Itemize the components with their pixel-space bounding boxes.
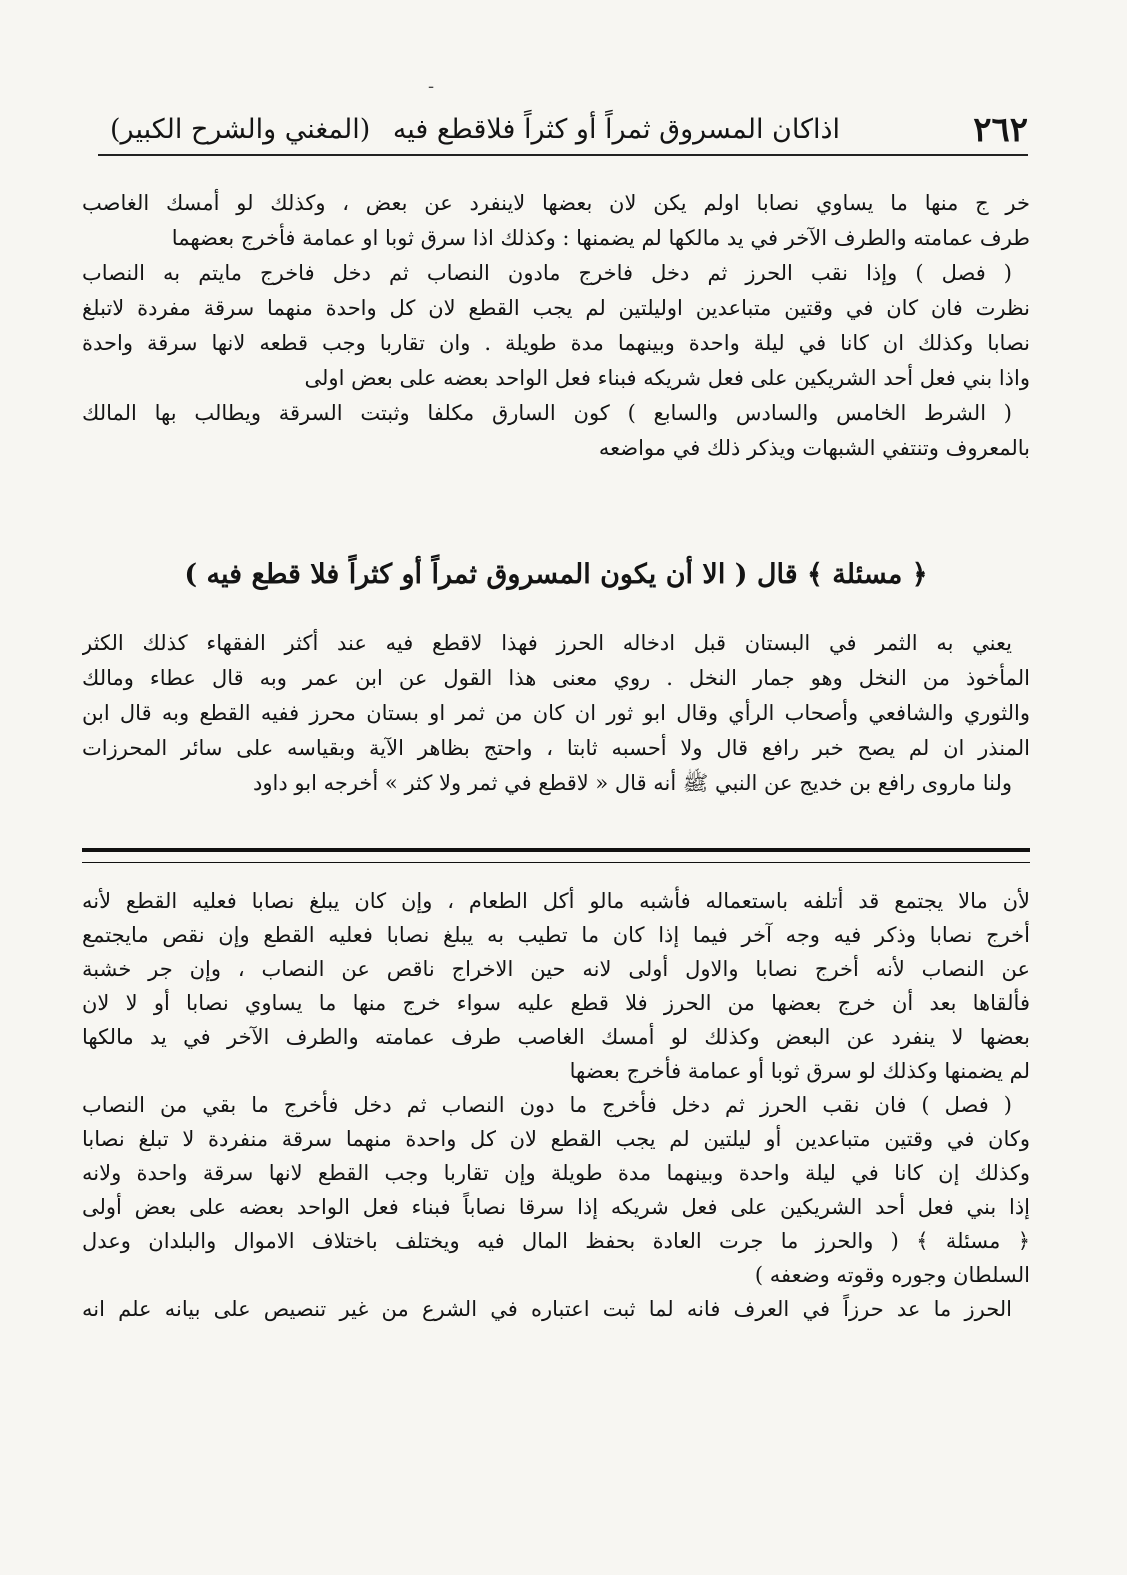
running-header (98, 108, 1028, 156)
text-line: المنذر ان لم يصح خبر رافع قال ولا أحسبه ثابتا ، واحتج بظاهر الآية وبقياسه على سائر المحرزات (82, 736, 1030, 760)
text-line: ﴿ مسئلة ﴾ ( والحرز ما جرت العادة بحفظ المال فيه ويختلف باختلاف الاموال والبلدان وعدل (82, 1229, 1030, 1253)
lower-text-block (82, 884, 1030, 1326)
running-title: اذاكان المسروق ثمراً أو كثراً فلاقطع فيه (392, 114, 840, 145)
book-title: (المغني والشرح الكبير) (110, 114, 371, 145)
text-line: ( الشرط الخامس والسادس والسابع ) كون السارق مكلفا وثبتت السرقة ويطالب بها المالك (82, 401, 1012, 425)
text-line: ( فصل ) وإذا نقب الحرز ثم دخل فاخرج مادون النصاب ثم دخل فاخرج مايتم به النصاب (82, 261, 1012, 285)
text-line: عن النصاب لأنه أخرج نصابا والاول أولى لانه حين الاخراج ناقص عن النصاب ، وإن جر خشبة (82, 957, 1030, 981)
text-line: السلطان وجوره وقوته وضعفه ) (754, 1263, 1030, 1287)
text-line: واذا بني فعل أحد الشريكين على فعل شريكه فبناء فعل الواحد بعضه على بعض اولى (304, 366, 1030, 390)
text-line: نظرت فان كان في وقتين متباعدين اوليلتين لم يجب القطع لان كل واحدة منهما سرقة مفردة لاتبلغ (82, 296, 1030, 320)
text-line: خر ج منها ما يساوي نصابا اولم يكن لان بعضها لاينفرد عن بعض ، وكذلك لو أمسك الغاصب (82, 191, 1030, 215)
commentary-block (82, 626, 1030, 801)
text-line: وكذلك إن كانا في ليلة واحدة وبينهما مدة طويلة وإن تقاربا وجب القطع لانها سرقة واحدة ولانه (82, 1161, 1030, 1185)
upper-text-block (82, 186, 1030, 466)
page-number: ٢٦٢ (973, 110, 1028, 150)
text-line: إذا بني فعل أحد الشريكين على فعل شريكه إذا سرقا نصاباً فبناء فعل الواحد بعضه على بعض أولى (82, 1195, 1030, 1219)
text-line: طرف عمامته والطرف الآخر في يد مالكها لم يضمنها : وكذلك اذا سرق ثوبا او عمامة فأخرج بعضهما (171, 226, 1030, 250)
text-line: ( فصل ) فان نقب الحرز ثم دخل فأخرج ما دون النصاب ثم دخل فأخرج ما بقي من النصاب (82, 1093, 1012, 1117)
text-line: يعني به الثمر في البستان قبل ادخاله الحرز فهذا لاقطع فيه عند أكثر الفقهاء كذلك الكثر (82, 631, 1012, 655)
text-line: بعضها لا ينفرد عن البعض وكذلك لو أمسك الغاصب طرف عمامته والطرف الآخر في يد مالكها (82, 1025, 1030, 1049)
text-line: فألقاها بعد أن خرج بعضها من الحرز فلا قطع عليه سواء خرج منها ما يساوي نصابا أو لا لان (82, 991, 1030, 1015)
top-mark: - (428, 76, 435, 97)
text-line: المأخوذ من النخل وهو جمار النخل . روي معنى هذا القول عن ابن عمر وبه قال عطاء ومالك (82, 666, 1030, 690)
text-line: بالمعروف وتنتفي الشبهات ويذكر ذلك في مواضعه (598, 436, 1030, 460)
masala-heading: ﴿ مسئلة ﴾ قال ( الا أن يكون المسروق ثمراً أو كثراً فلا قطع فيه ) (184, 559, 928, 590)
text-line: ولنا ماروى رافع بن خديج عن النبي ﷺ أنه قال « لاقطع في ثمر ولا كثر » أخرجه ابو داود (253, 771, 1012, 795)
text-line: نصابا وكذلك ان كانا في ليلة واحدة وبينهما مدة طويلة . وان تقاربا وجب قطعه لانها سرقة واحدة (82, 331, 1030, 355)
text-line: لأن مالا يجتمع قد أتلفه باستعماله فأشبه مالو أكل الطعام ، وإن كان يبلغ نصابا فعليه القطع لأنه (82, 889, 1030, 913)
masala-heading-block (82, 550, 1030, 600)
text-line: لم يضمنها وكذلك لو سرق ثوبا أو عمامة فأخرج بعضها (569, 1059, 1030, 1083)
text-line: والثوري والشافعي وأصحاب الرأي وقال ابو ثور ان كان من ثمر او بستان محرز ففيه القطع وبه قال ابن (82, 701, 1030, 725)
text-line: وكان في وقتين متباعدين أو ليلتين لم يجب القطع لان كل واحدة منهما سرقة منفردة لا تبلغ نصابا (82, 1127, 1030, 1151)
text-line: أخرج نصابا وذكر فيه وجه آخر فيما إذا كان ما تطيب به يبلغ نصابا فعليه القطع وإن نقص مايجتمع (82, 923, 1030, 947)
section-divider (82, 848, 1030, 863)
text-line: الحرز ما عد حرزاً في العرف فانه لما ثبت اعتباره في الشرع من غير تنصيص على بيانه علم انه (82, 1297, 1012, 1321)
